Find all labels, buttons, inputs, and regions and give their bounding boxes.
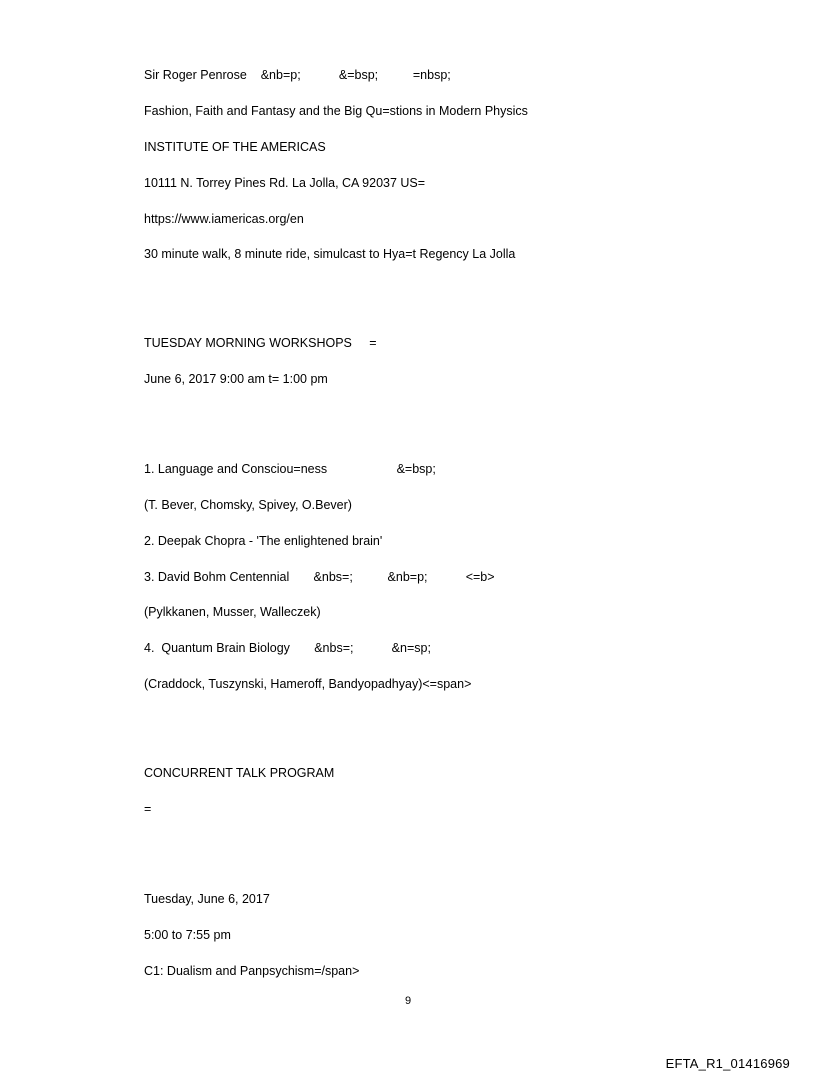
text-line-session-c1: C1: Dualism and Panpsychism=/span> — [144, 964, 360, 978]
document-id: EFTA_R1_01416969 — [665, 1056, 790, 1071]
text-line-workshop-4: 4. Quantum Brain Biology &nbs=; &n=sp; — [144, 641, 431, 655]
text-line-concurrent-heading: CONCURRENT TALK PROGRAM — [144, 766, 335, 780]
text-line-workshops-heading: TUESDAY MORNING WORKSHOPS = — [144, 336, 377, 350]
text-line-session-date: Tuesday, June 6, 2017 — [144, 892, 270, 906]
text-line-workshop-2: 2. Deepak Chopra - 'The enlightened brain' — [144, 534, 383, 548]
text-line-speaker: Sir Roger Penrose &nb=p; &=bsp; =nbsp; — [144, 68, 451, 82]
text-line-url: https://www.iamericas.org/en — [144, 212, 304, 226]
text-line-workshop-3-speakers: (Pylkkanen, Musser, Walleczek) — [144, 605, 321, 619]
text-line-session-time: 5:00 to 7:55 pm — [144, 928, 231, 942]
text-line-venue: INSTITUTE OF THE AMERICAS — [144, 140, 326, 154]
text-line-workshop-1-speakers: (T. Bever, Chomsky, Spivey, O.Bever) — [144, 498, 352, 512]
text-line-workshop-3: 3. David Bohm Centennial &nbs=; &nb=p; <=b> — [144, 570, 495, 584]
text-line-workshop-4-speakers: (Craddock, Tuszynski, Hameroff, Bandyopadhyay)<=span> — [144, 677, 472, 691]
text-line-address: 10111 N. Torrey Pines Rd. La Jolla, CA 92037 US= — [144, 176, 426, 190]
text-line-workshops-date: June 6, 2017 9:00 am t= 1:00 pm — [144, 372, 328, 386]
text-line-separator: = — [144, 802, 152, 816]
text-line-workshop-1: 1. Language and Consciou=ness &=bsp; — [144, 462, 436, 476]
text-line-directions: 30 minute walk, 8 minute ride, simulcast to Hya=t Regency La Jolla — [144, 247, 516, 261]
text-line-talk-title: Fashion, Faith and Fantasy and the Big Qu=stions in Modern Physics — [144, 104, 528, 118]
page-number: 9 — [404, 995, 412, 1007]
